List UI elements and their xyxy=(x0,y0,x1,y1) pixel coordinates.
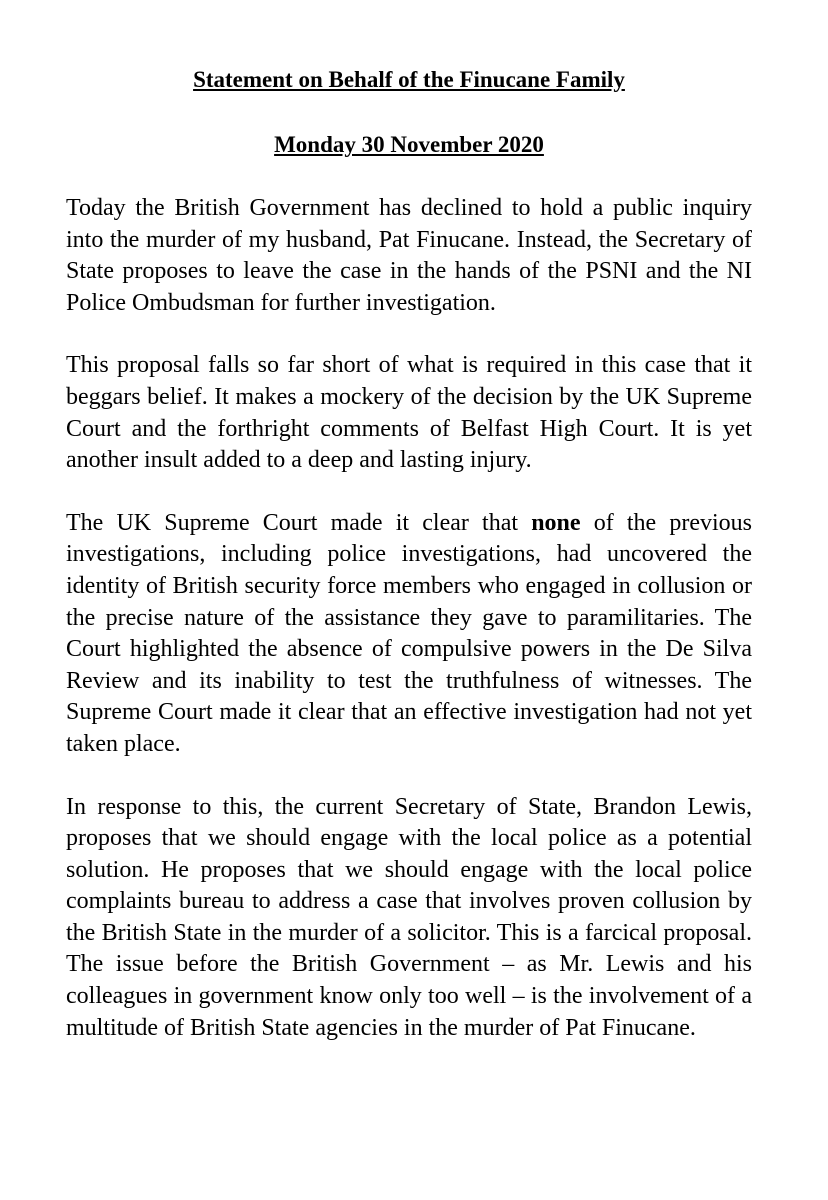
paragraph-3 xyxy=(66,508,752,761)
paragraph-3-emphasis: none xyxy=(531,509,581,536)
paragraph-4: In response to this, the current Secretary of State, Brandon Lewis, proposes that we should engage with the local police as a potential solution. He proposes that we should engage with the local police complaints bureau to address a case that involves proven collusion by the British State in the murder of a solicitor. This is a farcical proposal. The issue before the British Government – as Mr. Lewis and his colleagues in government know only too well – is the involvement of a multitude of British State agencies in the murder of Pat Finucane. xyxy=(66,793,752,1041)
statement-document xyxy=(66,64,752,1075)
paragraph-1: Today the British Government has declined to hold a public inquiry into the murder of my husband, Pat Finucane. Instead, the Secretary of State proposes to leave the case in the hands of the PSNI and the NI Police Ombudsman for further investigation. xyxy=(66,195,752,316)
paragraph-2: This proposal falls so far short of what is required in this case that it beggars belief. It makes a mockery of the decision by the UK Supreme Court and the forthright comments of Belfast High Court. It is yet another insult added to a deep and lasting injury. xyxy=(66,352,752,474)
paragraph-3-body: of the previous investigations, including police investigations, had uncovered the identity of British security force members who engaged in collusion or the precise nature of the assistance they gave to paramilitaries. The Court highlighted the absence of compulsive powers in the De Silva Review and its inability to test the truthfulness of witnesses. The Supreme Court made it clear that an effective investigation had not yet taken place. xyxy=(66,509,753,757)
document-title: Statement on Behalf of the Finucane Family xyxy=(193,67,625,92)
document-date: Monday 30 November 2020 xyxy=(274,132,544,157)
paragraph-3-intro: The UK Supreme Court made it clear that xyxy=(66,509,532,536)
